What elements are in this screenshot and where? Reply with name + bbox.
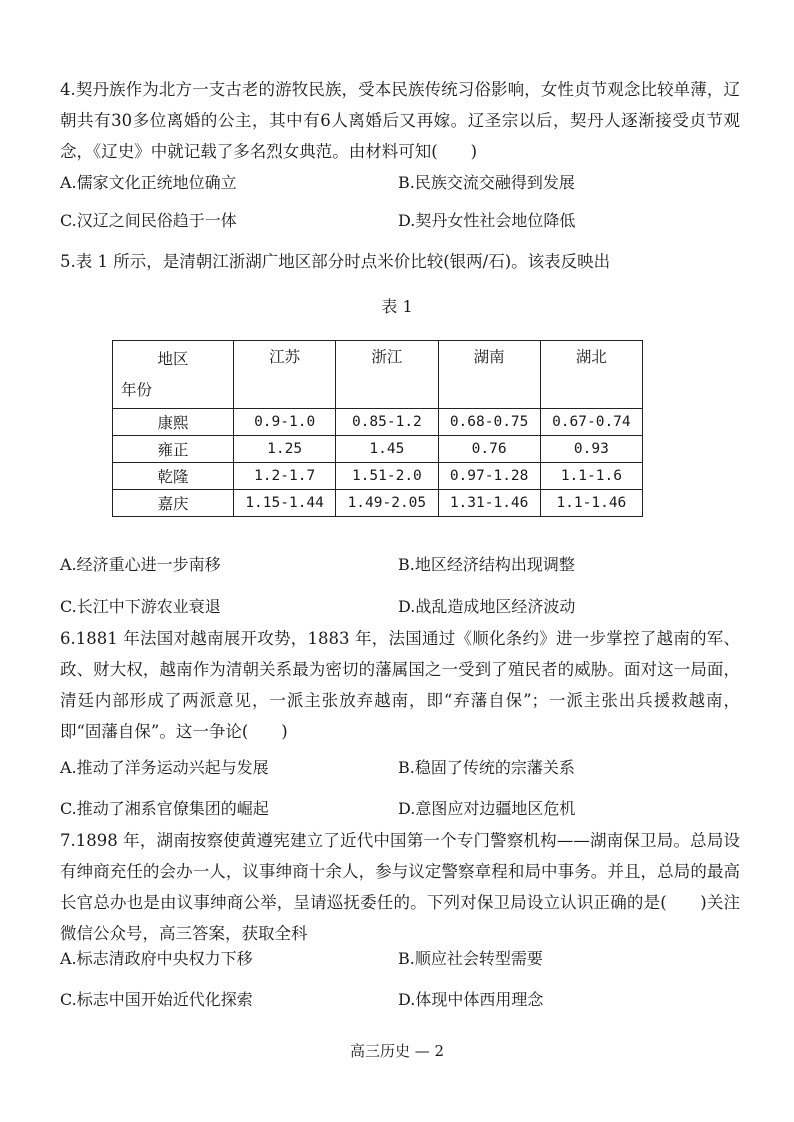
row-label: 雍正: [113, 436, 234, 463]
rice-price-table: [112, 340, 643, 517]
question-6-option-c: C.推动了湘系官僚集团的崛起: [60, 799, 269, 818]
question-7-option-c: C.标志中国开始近代化探索: [60, 990, 253, 1009]
question-5-option-a: A.经济重心进一步南移: [60, 555, 221, 574]
corner-year-label: 年份: [121, 381, 153, 399]
question-6-option-d: D.意图应对边疆地区危机: [398, 799, 576, 818]
column-header-hubei: 湖北: [540, 341, 642, 409]
table-corner-cell: [113, 341, 234, 409]
table-row: [113, 463, 643, 490]
question-6-option-a: A.推动了洋务运动兴起与发展: [60, 758, 269, 777]
row-label: 嘉庆: [113, 490, 234, 517]
question-4-option-a: A.儒家文化正统地位确立: [60, 173, 237, 192]
table-cell: 1.15-1.44: [234, 490, 336, 517]
question-6-text: 6.1881 年法国对越南展开攻势，1883 年，法国通过《顺化条约》进一步掌控了越南的军、政、财大权，越南作为清朝关系最为密切的藩属国之一受到了殖民者的威胁。面对这一局面，清廷内部形成了两派意见，一派主张放弃越南，即“弃藩自保”；一派主张出兵援救越南，即“固藩自保”。这一争论( ): [60, 629, 740, 741]
table-cell: 0.93: [540, 436, 642, 463]
question-6-option-b: B.稳固了传统的宗藩关系: [398, 758, 575, 777]
question-7-text: 7.1898 年，湖南按察使黄遵宪建立了近代中国第一个专门警察机构——湖南保卫局。总局设有绅商充任的会办一人，议事绅商十余人，参与议定警察章程和局中事务。并且，总局的最高长官总办也是由议事绅商公举，呈请巡抚委任的。下列对保卫局设立认识正确的是( )关注微信公众号，高三答案，获取全科: [60, 831, 740, 943]
question-4-option-d: D.契丹女性社会地位降低: [398, 211, 576, 230]
question-5-option-b: B.地区经济结构出现调整: [398, 555, 575, 574]
question-4-text: 4.契丹族作为北方一支古老的游牧民族，受本民族传统习俗影响，女性贞节观念比较单薄，辽朝共有30多位离婚的公主，其中有6人离婚后又再嫁。辽圣宗以后，契丹人逐渐接受贞节观念，《辽史》中就记载了多名烈女典范。由材料可知( ): [60, 80, 740, 161]
table-cell: 0.97-1.28: [438, 463, 540, 490]
table-caption: 表 1: [381, 297, 413, 316]
table-cell: 0.68-0.75: [438, 409, 540, 436]
table-cell: 1.1-1.6: [540, 463, 642, 490]
question-7-option-a: A.标志清政府中央权力下移: [60, 949, 253, 968]
column-header-jiangsu: 江苏: [234, 341, 336, 409]
table-cell: 0.67-0.74: [540, 409, 642, 436]
question-5-option-c: C.长江中下游农业衰退: [60, 597, 221, 616]
table-cell: 1.51-2.0: [336, 463, 438, 490]
table-cell: 1.45: [336, 436, 438, 463]
table-cell: 0.76: [438, 436, 540, 463]
table-cell: 1.1-1.46: [540, 490, 642, 517]
table-cell: 1.49-2.05: [336, 490, 438, 517]
question-7-option-d: D.体现中体西用理念: [398, 990, 544, 1009]
table-cell: 0.85-1.2: [336, 409, 438, 436]
question-5-text: 5.表 1 所示，是清朝江浙湖广地区部分时点米价比较(银两/石)。该表反映出: [60, 252, 611, 271]
table-cell: 1.31-1.46: [438, 490, 540, 517]
column-header-hunan: 湖南: [438, 341, 540, 409]
table-cell: 0.9-1.0: [234, 409, 336, 436]
table-cell: 1.2-1.7: [234, 463, 336, 490]
table-row: [113, 436, 643, 463]
table-header-row: [113, 341, 643, 409]
row-label: 乾隆: [113, 463, 234, 490]
table-cell: 1.25: [234, 436, 336, 463]
page-footer: 高三历史 — 2: [349, 1042, 445, 1060]
question-4-option-b: B.民族交流交融得到发展: [398, 173, 575, 192]
table-row: [113, 490, 643, 517]
question-4-option-c: C.汉辽之间民俗趋于一体: [60, 211, 237, 230]
corner-region-label: 地区: [157, 350, 189, 368]
column-header-zhejiang: 浙江: [336, 341, 438, 409]
table-row: [113, 409, 643, 436]
question-7-option-b: B.顺应社会转型需要: [398, 949, 543, 968]
row-label: 康熙: [113, 409, 234, 436]
question-5-option-d: D.战乱造成地区经济波动: [398, 597, 576, 616]
